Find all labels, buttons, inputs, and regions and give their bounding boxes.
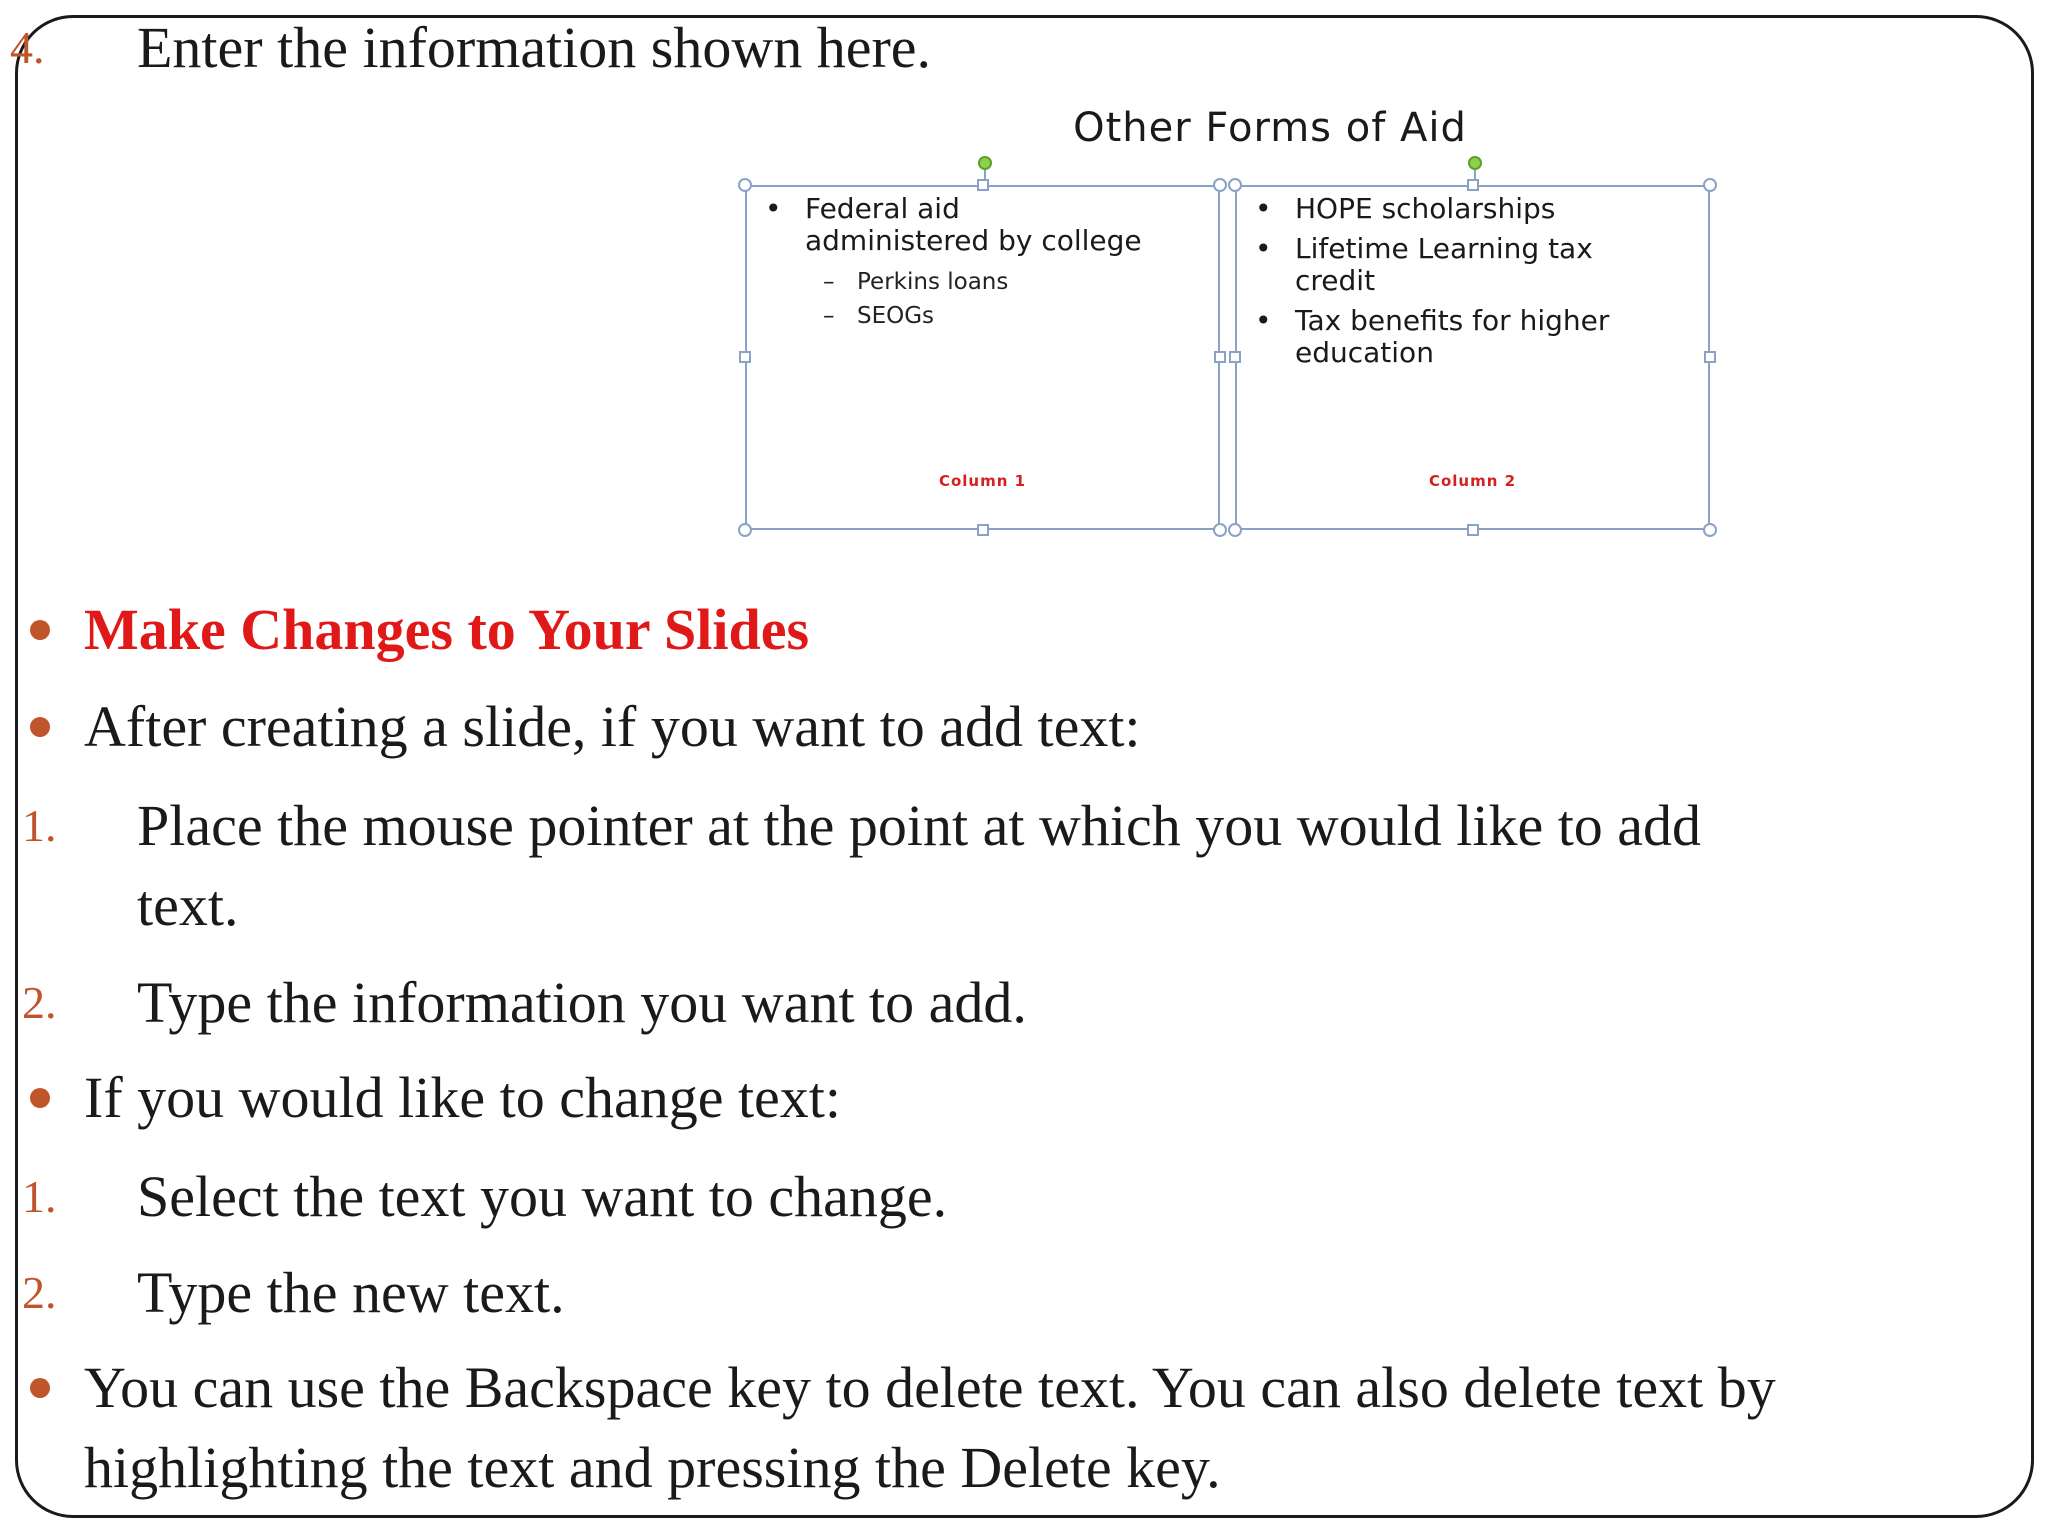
- add-step-1-number: 1.: [22, 800, 57, 851]
- col1-sub-1-text: Perkins loans: [857, 269, 1009, 295]
- resize-handle-bm-1[interactable]: [977, 524, 989, 536]
- col1-bullet-1-line-1: Federal aid: [805, 192, 960, 225]
- resize-handle-bm-2[interactable]: [1467, 524, 1479, 536]
- resize-handle-tr-1[interactable]: [1213, 178, 1227, 192]
- embedded-title: Other Forms of Aid: [1073, 105, 1467, 151]
- col2-bullet-lifetime: [1251, 233, 1700, 297]
- resize-handle-br-2[interactable]: [1703, 523, 1717, 537]
- bullet-glyph: •: [1255, 192, 1272, 225]
- resize-handle-ml-1[interactable]: [739, 351, 751, 363]
- change-step-2-text: Type the new text.: [137, 1260, 565, 1325]
- column-2-caption: Column 2: [1428, 472, 1517, 490]
- col2-bullet-3-line-1: Tax benefits for higher: [1295, 304, 1610, 337]
- col1-sub-perkins: [761, 265, 1210, 299]
- col2-bullet-1-text: HOPE scholarships: [1295, 192, 1556, 225]
- col1-sub-2-text: SEOGs: [857, 303, 935, 329]
- rotate-handle-right[interactable]: [1468, 156, 1482, 170]
- section-heading: Make Changes to Your Slides: [84, 597, 810, 662]
- resize-handle-tm-2[interactable]: [1467, 179, 1479, 191]
- change-step-2-number: 2.: [22, 1267, 57, 1318]
- column-2-placeholder[interactable]: [1235, 185, 1710, 530]
- delete-text-bullet-line-2: highlighting the text and pressing the Delete key.: [84, 1435, 1221, 1500]
- col2-bullet-tax: [1251, 305, 1700, 369]
- dash-glyph: –: [823, 269, 835, 295]
- embedded-slide-image: [735, 100, 1725, 540]
- col2-bullet-3-line-2: education: [1295, 336, 1434, 369]
- step-4-number: 4.: [10, 22, 45, 73]
- resize-handle-bl-2[interactable]: [1228, 523, 1242, 537]
- col2-bullet-2-line-1: Lifetime Learning tax: [1295, 232, 1593, 265]
- add-text-bullet: After creating a slide, if you want to add text:: [84, 694, 1141, 759]
- step-4-text: Enter the information shown here.: [137, 15, 932, 80]
- bullet-glyph: •: [1255, 232, 1272, 265]
- bullet-glyph: •: [765, 192, 782, 225]
- change-step-1-text: Select the text you want to change.: [137, 1164, 948, 1229]
- add-step-2-number: 2.: [22, 977, 57, 1028]
- col1-bullet-1-line-2: administered by college: [805, 224, 1142, 257]
- col2-bullet-2-line-2: credit: [1295, 264, 1376, 297]
- resize-handle-bl-1[interactable]: [738, 523, 752, 537]
- add-step-2-text: Type the information you want to add.: [137, 970, 1027, 1035]
- heading-bullet-dot: [30, 620, 50, 640]
- column-1-placeholder[interactable]: [745, 185, 1220, 530]
- change-step-1-number: 1.: [22, 1171, 57, 1222]
- resize-handle-tl-2[interactable]: [1228, 178, 1242, 192]
- column-2-list: [1251, 193, 1700, 377]
- change-text-bullet-dot: [30, 1088, 50, 1108]
- col2-bullet-hope: [1251, 193, 1700, 225]
- resize-handle-mr-2[interactable]: [1704, 351, 1716, 363]
- resize-handle-tl-1[interactable]: [738, 178, 752, 192]
- column-1-caption: Column 1: [938, 472, 1027, 490]
- resize-handle-br-1[interactable]: [1213, 523, 1227, 537]
- bullet-glyph: •: [1255, 304, 1272, 337]
- resize-handle-tr-2[interactable]: [1703, 178, 1717, 192]
- dash-glyph: –: [823, 303, 835, 329]
- add-step-1-line-2: text.: [137, 873, 239, 938]
- add-text-bullet-dot: [30, 717, 50, 737]
- add-step-1-line-1: Place the mouse pointer at the point at which you would like to add: [137, 793, 1702, 858]
- col1-sub-seogs: [761, 299, 1210, 333]
- column-1-list: [761, 193, 1210, 333]
- resize-handle-mr-1[interactable]: [1214, 351, 1226, 363]
- resize-handle-ml-2[interactable]: [1229, 351, 1241, 363]
- resize-handle-tm-1[interactable]: [977, 179, 989, 191]
- change-text-bullet: If you would like to change text:: [84, 1065, 842, 1130]
- delete-text-bullet-dot: [30, 1378, 50, 1398]
- rotate-handle-left[interactable]: [978, 156, 992, 170]
- col1-bullet-federal-aid: [761, 193, 1210, 257]
- delete-text-bullet-line-1: You can use the Backspace key to delete text. You can also delete text by: [84, 1355, 1776, 1420]
